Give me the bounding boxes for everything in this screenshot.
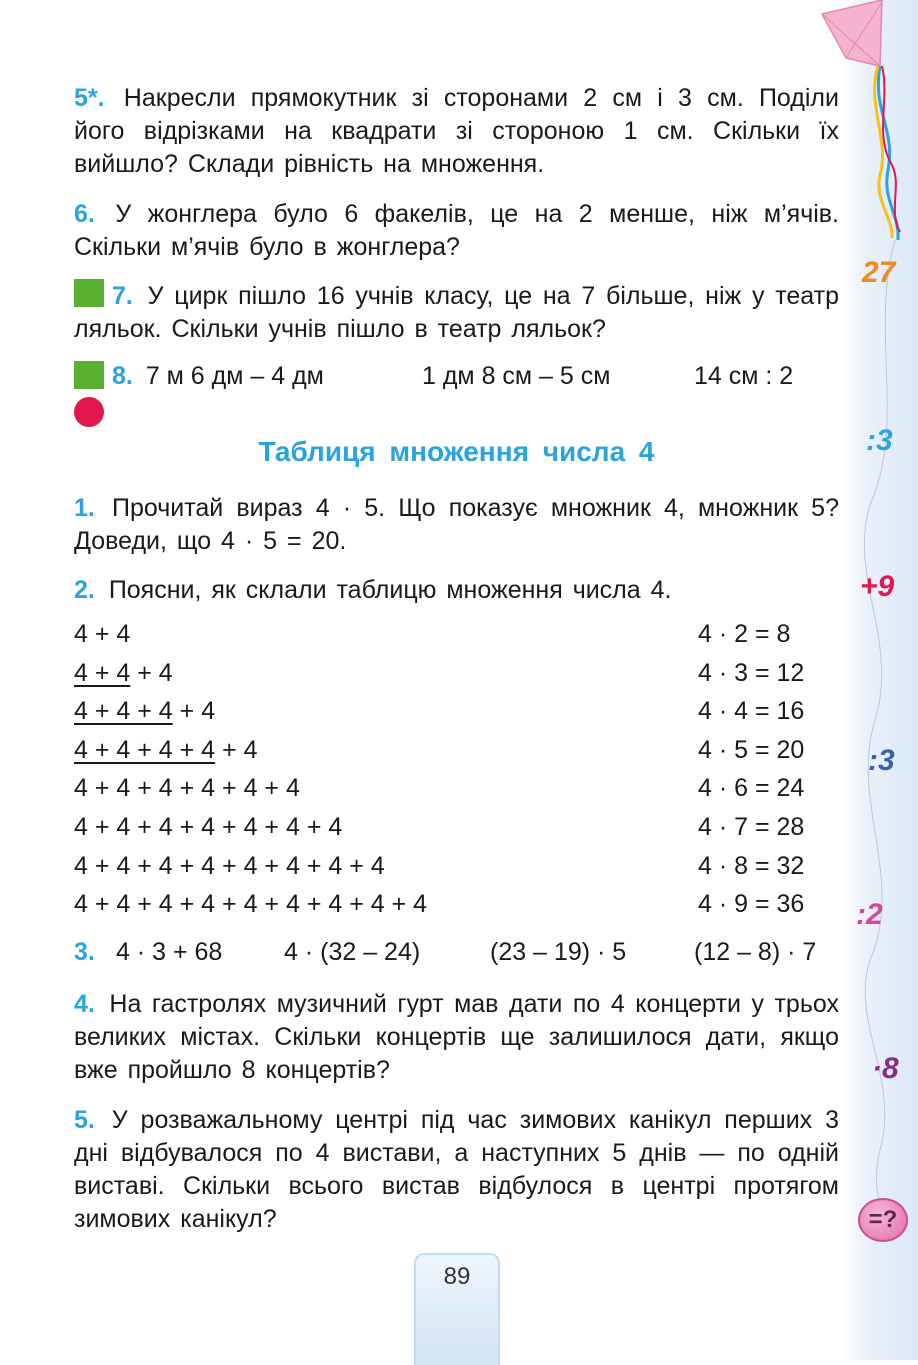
- exercise-number: 1.: [74, 494, 95, 522]
- exercise-text: У розважальному центрі під час зимових канікул перших 3 дні відбувалося по 4 вистави, а наступних 5 днів — по одній виставі. Скільки всього вистав відбулося в центрі протягом зимових канікул?: [74, 1106, 839, 1233]
- exercise-number: 3.: [74, 938, 95, 966]
- multiplication-row: 4 · 3 = 12: [698, 658, 805, 687]
- sidebar-math-decoration: :3: [868, 744, 895, 777]
- exercise-8: [112, 362, 324, 391]
- addition-row: [74, 885, 427, 924]
- sidebar-math-decoration: :3: [866, 424, 893, 457]
- exercise-5star: [74, 82, 839, 181]
- question-badge: =?: [858, 1198, 908, 1242]
- sidebar-math-decoration: ·8: [872, 1052, 899, 1085]
- multiplication-row: 4 · 4 = 16: [698, 697, 805, 726]
- sum-rest: 4 + 4 + 4 + 4 + 4 + 4 + 4 + 4 + 4: [74, 890, 428, 919]
- addition-row: [74, 692, 427, 731]
- addition-row: [74, 847, 427, 886]
- addition-row: [74, 808, 427, 847]
- exercise-5: [74, 1104, 839, 1236]
- section-title: Таблиця множення числа 4: [258, 436, 655, 467]
- underlined-sum: 4 + 4 + 4 + 4: [74, 735, 216, 764]
- exercise-number: 8.: [112, 362, 133, 390]
- multiplication-row: 4 · 8 = 32: [698, 851, 805, 880]
- exercise-number: 5*.: [74, 84, 105, 112]
- sidebar-math-decoration: 27: [862, 256, 896, 289]
- exercise-number: 2.: [74, 576, 95, 604]
- sidebar-math-decoration: +9: [860, 570, 895, 603]
- expression: (12 – 8) · 7: [694, 938, 817, 966]
- addition-row: [74, 615, 427, 654]
- sidebar-math-decoration: :2: [856, 898, 883, 931]
- sum-rest: 4 + 4 + 4 + 4 + 4 + 4: [74, 774, 300, 803]
- underlined-sum: 4 + 4 + 4: [74, 697, 173, 726]
- sum-rest: + 4: [215, 735, 258, 764]
- addition-row: [74, 731, 427, 770]
- exercise-number: 5.: [74, 1106, 95, 1134]
- exercise-2: [74, 574, 839, 607]
- addition-row: [74, 654, 427, 693]
- expression: 7 м 6 дм – 4 дм: [145, 362, 324, 390]
- exercise-number: 4.: [74, 990, 95, 1018]
- expression: 4 · (32 – 24): [284, 938, 421, 966]
- exercise-text: Прочитай вираз 4 · 5. Що показує множник 4, множник 5? Доведи, що 4 · 5 = 20.: [74, 494, 839, 555]
- green-square-marker: [74, 361, 104, 389]
- multiplication-row: 4 · 2 = 8: [698, 620, 791, 648]
- exercise-text: У цирк пішло 16 учнів класу, це на 7 більше, ніж у театр ляльок. Скільки учнів пішло в театр ляльок?: [74, 282, 840, 343]
- addition-row: [74, 769, 427, 808]
- page-number: 89: [414, 1253, 500, 1365]
- expression: 14 см : 2: [694, 362, 794, 390]
- multiplication-row: 4 · 7 = 28: [698, 812, 805, 841]
- exercise-4: [74, 988, 839, 1087]
- expression: (23 – 19) · 5: [490, 938, 627, 966]
- underlined-sum: 4 + 4: [74, 658, 131, 687]
- sum-rest: 4 + 4 + 4 + 4 + 4 + 4 + 4: [74, 812, 343, 841]
- exercise-text: На гастролях музичний гурт мав дати по 4 концерти у трьох великих містах. Скільки концертів ще залишилося дати, якщо вже пройшло 8 концертів?: [74, 990, 839, 1084]
- sum-rest: 4 + 4: [74, 620, 131, 648]
- exercise-3: [74, 938, 99, 967]
- multiplication-column: [698, 615, 804, 924]
- exercise-text: У жонглера було 6 факелів, це на 2 менше, ніж м’ячів. Скільки м’ячів було в жонглера?: [74, 200, 839, 261]
- exercise-1: [74, 492, 839, 558]
- multiplication-row: 4 · 5 = 20: [698, 735, 805, 764]
- exercise-text: Поясни, як склали таблицю множення числа 4.: [108, 576, 672, 604]
- exercise-text: Накресли прямокутник зі сторонами 2 см і 3 см. Поділи його відрізками на квадрати зі стороною 1 см. Скільки їх вийшло? Склади рівність на множення.: [74, 84, 839, 178]
- sum-rest: + 4: [130, 658, 173, 687]
- expression: 4 · 3 + 68: [116, 938, 223, 966]
- expression: 1 дм 8 см – 5 см: [422, 362, 611, 390]
- exercise-number: 6.: [74, 200, 95, 228]
- exercise-6: [74, 198, 839, 264]
- multiplication-row: 4 · 6 = 24: [698, 774, 805, 803]
- multiplication-row: 4 · 9 = 36: [698, 890, 805, 919]
- addition-column: [74, 615, 427, 924]
- sum-rest: 4 + 4 + 4 + 4 + 4 + 4 + 4 + 4: [74, 851, 385, 880]
- exercise-7: [74, 280, 839, 346]
- sum-rest: + 4: [172, 697, 216, 726]
- exercise-number: 7.: [112, 282, 133, 310]
- red-circle-marker: [74, 397, 104, 427]
